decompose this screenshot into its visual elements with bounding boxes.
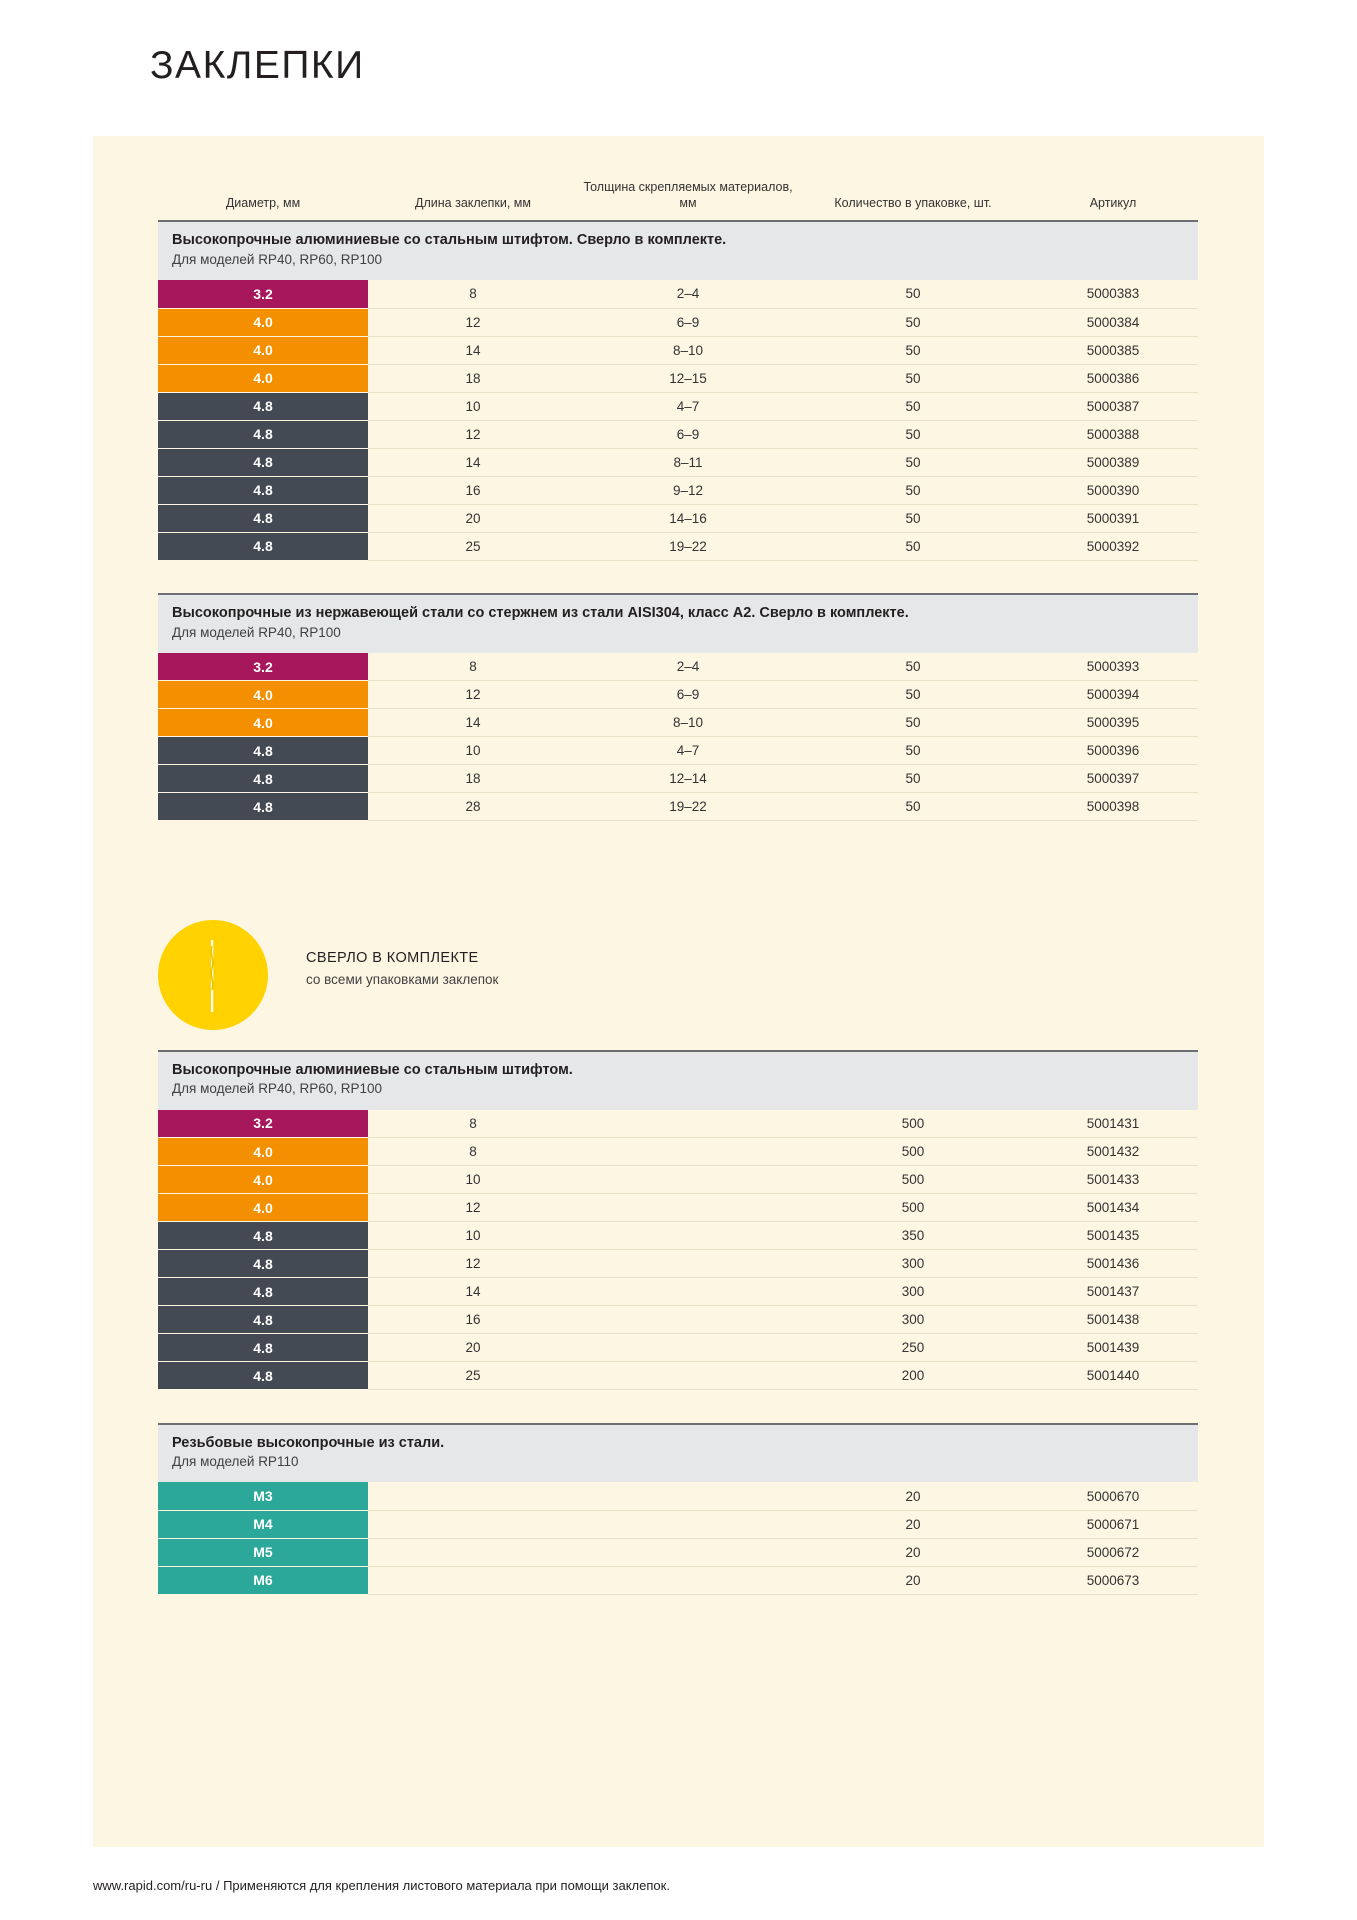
table-row bbox=[158, 1362, 1198, 1390]
cell-diameter: 4.8 bbox=[158, 1306, 368, 1334]
cell-thickness: 19–22 bbox=[578, 793, 798, 821]
table-row bbox=[158, 1194, 1198, 1222]
table-row bbox=[158, 793, 1198, 821]
cell-length: 16 bbox=[368, 476, 578, 504]
cell-length: 8 bbox=[368, 1110, 578, 1138]
cell-length: 18 bbox=[368, 765, 578, 793]
table-row bbox=[158, 448, 1198, 476]
cell-length: 12 bbox=[368, 1250, 578, 1278]
table-row bbox=[158, 1334, 1198, 1362]
table-row bbox=[158, 653, 1198, 681]
cell-diameter: М3 bbox=[158, 1482, 368, 1510]
footer-separator: / bbox=[215, 1878, 220, 1893]
table-header-row bbox=[158, 180, 1198, 221]
badge-text bbox=[306, 950, 498, 987]
table-row bbox=[158, 1138, 1198, 1166]
table-row bbox=[158, 504, 1198, 532]
table-row bbox=[158, 532, 1198, 560]
cell-thickness bbox=[578, 1250, 798, 1278]
cell-article: 5000672 bbox=[1028, 1538, 1198, 1566]
cell-thickness bbox=[578, 1110, 798, 1138]
cell-quantity: 500 bbox=[798, 1110, 1028, 1138]
cell-quantity: 50 bbox=[798, 737, 1028, 765]
column-header-diameter: Диаметр, мм bbox=[225, 195, 301, 210]
table-row bbox=[158, 1278, 1198, 1306]
rivets-table bbox=[158, 180, 1198, 1595]
cell-quantity: 500 bbox=[798, 1194, 1028, 1222]
cell-quantity: 300 bbox=[798, 1278, 1028, 1306]
cell-quantity: 300 bbox=[798, 1306, 1028, 1334]
footer-note: Применяются для крепления листового материала при помощи заклепок. bbox=[223, 1878, 670, 1893]
cell-diameter: 4.8 bbox=[158, 448, 368, 476]
cell-quantity: 350 bbox=[798, 1222, 1028, 1250]
cell-article: 5000384 bbox=[1028, 308, 1198, 336]
cell-article: 5000387 bbox=[1028, 392, 1198, 420]
cell-article: 5000398 bbox=[1028, 793, 1198, 821]
cell-article: 5000389 bbox=[1028, 448, 1198, 476]
cell-article: 5000383 bbox=[1028, 280, 1198, 308]
cell-diameter: 4.0 bbox=[158, 364, 368, 392]
cell-article: 5001437 bbox=[1028, 1278, 1198, 1306]
table-row bbox=[158, 1510, 1198, 1538]
cell-diameter: 3.2 bbox=[158, 1110, 368, 1138]
badge-subtitle: со всеми упаковками заклепок bbox=[306, 972, 499, 987]
section-header-row bbox=[158, 221, 1198, 280]
cell-length: 8 bbox=[368, 280, 578, 308]
cell-article: 5001432 bbox=[1028, 1138, 1198, 1166]
cell-quantity: 50 bbox=[798, 681, 1028, 709]
cell-length: 20 bbox=[368, 1334, 578, 1362]
section-subtitle: Для моделей RP40, RP60, RP100 bbox=[172, 251, 383, 267]
cell-diameter: 4.8 bbox=[158, 1250, 368, 1278]
cell-diameter: 4.8 bbox=[158, 392, 368, 420]
section-subtitle: Для моделей RP40, RP100 bbox=[172, 624, 341, 640]
cell-length: 28 bbox=[368, 793, 578, 821]
cell-thickness: 4–7 bbox=[578, 392, 798, 420]
cell-thickness bbox=[578, 1334, 798, 1362]
cell-quantity: 50 bbox=[798, 653, 1028, 681]
section-title: Резьбовые высокопрочные из стали. bbox=[172, 1434, 445, 1451]
cell-length: 10 bbox=[368, 1166, 578, 1194]
column-header-quantity: Количество в упаковке, шт. bbox=[834, 195, 992, 210]
cell-length: 14 bbox=[368, 336, 578, 364]
footer bbox=[93, 1878, 1264, 1893]
cell-quantity: 20 bbox=[798, 1538, 1028, 1566]
table-row bbox=[158, 681, 1198, 709]
section-title: Высокопрочные алюминиевые со стальным штифтом. bbox=[172, 1061, 573, 1078]
cell-diameter: 4.0 bbox=[158, 1166, 368, 1194]
section-title: Высокопрочные из нержавеющей стали со стержнем из стали AISI304, класс А2. Сверло в комплекте. bbox=[172, 605, 909, 622]
table-row bbox=[158, 737, 1198, 765]
cell-article: 5000396 bbox=[1028, 737, 1198, 765]
drill-bit-icon bbox=[208, 940, 216, 1012]
table-row bbox=[158, 1222, 1198, 1250]
cell-thickness: 2–4 bbox=[578, 280, 798, 308]
cell-length: 12 bbox=[368, 681, 578, 709]
cell-diameter: 3.2 bbox=[158, 653, 368, 681]
cell-article: 5000388 bbox=[1028, 420, 1198, 448]
cell-diameter: 4.0 bbox=[158, 336, 368, 364]
cell-thickness bbox=[578, 1194, 798, 1222]
cell-quantity: 50 bbox=[798, 364, 1028, 392]
table-body bbox=[158, 221, 1198, 1594]
cell-quantity: 500 bbox=[798, 1138, 1028, 1166]
section-header-cell bbox=[158, 594, 1198, 653]
cell-thickness bbox=[578, 1222, 798, 1250]
cell-thickness: 8–10 bbox=[578, 336, 798, 364]
section-header-cell bbox=[158, 221, 1198, 280]
cell-length: 8 bbox=[368, 653, 578, 681]
cell-thickness: 4–7 bbox=[578, 737, 798, 765]
cell-article: 5001439 bbox=[1028, 1334, 1198, 1362]
section-spacer bbox=[158, 560, 1198, 594]
column-header-thickness: Толщина скрепляемых материалов, мм bbox=[583, 180, 793, 210]
cell-article: 5000385 bbox=[1028, 336, 1198, 364]
cell-article: 5000673 bbox=[1028, 1566, 1198, 1594]
cell-diameter: 4.8 bbox=[158, 532, 368, 560]
cell-quantity: 50 bbox=[798, 392, 1028, 420]
table-row bbox=[158, 765, 1198, 793]
cell-quantity: 50 bbox=[798, 448, 1028, 476]
section-header-row bbox=[158, 594, 1198, 653]
cell-diameter: М5 bbox=[158, 1538, 368, 1566]
cell-length: 14 bbox=[368, 709, 578, 737]
page-title: ЗАКЛЕПКИ bbox=[150, 44, 365, 87]
cell-article: 5001440 bbox=[1028, 1362, 1198, 1390]
table-row bbox=[158, 1166, 1198, 1194]
footer-url[interactable]: www.rapid.com/ru-ru bbox=[93, 1878, 213, 1893]
column-header-article: Артикул bbox=[1089, 195, 1137, 210]
table-row bbox=[158, 1482, 1198, 1510]
cell-thickness bbox=[578, 1138, 798, 1166]
cell-article: 5000386 bbox=[1028, 364, 1198, 392]
cell-article: 5000670 bbox=[1028, 1482, 1198, 1510]
cell-length: 8 bbox=[368, 1138, 578, 1166]
cell-length: 10 bbox=[368, 392, 578, 420]
cell-quantity: 50 bbox=[798, 308, 1028, 336]
cell-thickness bbox=[578, 1166, 798, 1194]
cell-thickness: 8–10 bbox=[578, 709, 798, 737]
section-subtitle: Для моделей RP40, RP60, RP100 bbox=[172, 1081, 383, 1097]
cell-quantity: 50 bbox=[798, 765, 1028, 793]
cell-diameter: 4.8 bbox=[158, 1362, 368, 1390]
cell-quantity: 50 bbox=[798, 532, 1028, 560]
cell-article: 5001435 bbox=[1028, 1222, 1198, 1250]
cell-diameter: 4.8 bbox=[158, 793, 368, 821]
cell-diameter: 4.8 bbox=[158, 737, 368, 765]
cell-length: 12 bbox=[368, 1194, 578, 1222]
cell-article: 5001433 bbox=[1028, 1166, 1198, 1194]
cell-diameter: 4.0 bbox=[158, 1194, 368, 1222]
cell-article: 5000392 bbox=[1028, 532, 1198, 560]
table-row bbox=[158, 476, 1198, 504]
cell-quantity: 20 bbox=[798, 1510, 1028, 1538]
cell-quantity: 50 bbox=[798, 336, 1028, 364]
table-row bbox=[158, 336, 1198, 364]
table-row bbox=[158, 1110, 1198, 1138]
table-row bbox=[158, 420, 1198, 448]
cell-diameter: 4.0 bbox=[158, 681, 368, 709]
spacer-cell bbox=[158, 1390, 1198, 1424]
cell-article: 5000397 bbox=[1028, 765, 1198, 793]
cell-article: 5000394 bbox=[1028, 681, 1198, 709]
cell-thickness: 2–4 bbox=[578, 653, 798, 681]
cell-diameter: 4.8 bbox=[158, 420, 368, 448]
cell-quantity: 50 bbox=[798, 504, 1028, 532]
cell-quantity: 50 bbox=[798, 476, 1028, 504]
section-header-cell bbox=[158, 1051, 1198, 1110]
table-row bbox=[158, 709, 1198, 737]
cell-length: 10 bbox=[368, 1222, 578, 1250]
cell-quantity: 50 bbox=[798, 709, 1028, 737]
cell-thickness bbox=[578, 1306, 798, 1334]
cell-diameter: 4.8 bbox=[158, 1334, 368, 1362]
cell-article: 5001434 bbox=[1028, 1194, 1198, 1222]
table-row bbox=[158, 364, 1198, 392]
cell-article: 5000395 bbox=[1028, 709, 1198, 737]
cell-length bbox=[368, 1566, 578, 1594]
section-title: Высокопрочные алюминиевые со стальным штифтом. Сверло в комплекте. bbox=[172, 232, 727, 249]
cell-quantity: 50 bbox=[798, 793, 1028, 821]
cell-length: 16 bbox=[368, 1306, 578, 1334]
table-row bbox=[158, 1566, 1198, 1594]
cell-length bbox=[368, 1538, 578, 1566]
cell-diameter: 4.0 bbox=[158, 308, 368, 336]
cell-length: 10 bbox=[368, 737, 578, 765]
cell-length: 18 bbox=[368, 364, 578, 392]
cell-diameter: 3.2 bbox=[158, 280, 368, 308]
cell-article: 5000393 bbox=[1028, 653, 1198, 681]
cell-thickness: 6–9 bbox=[578, 420, 798, 448]
cell-diameter: 4.8 bbox=[158, 504, 368, 532]
section-spacer bbox=[158, 1390, 1198, 1424]
cell-thickness bbox=[578, 1566, 798, 1594]
drill-included-badge bbox=[158, 920, 758, 1040]
rivet-tables bbox=[158, 180, 1198, 1595]
cell-diameter: 4.0 bbox=[158, 1138, 368, 1166]
cell-diameter: М4 bbox=[158, 1510, 368, 1538]
cell-thickness: 6–9 bbox=[578, 308, 798, 336]
table-row bbox=[158, 308, 1198, 336]
cell-quantity: 500 bbox=[798, 1166, 1028, 1194]
section-header-row bbox=[158, 1424, 1198, 1483]
table-row bbox=[158, 280, 1198, 308]
cell-quantity: 50 bbox=[798, 420, 1028, 448]
cell-thickness bbox=[578, 1278, 798, 1306]
cell-thickness bbox=[578, 1538, 798, 1566]
table-row bbox=[158, 1538, 1198, 1566]
cell-diameter: 4.8 bbox=[158, 765, 368, 793]
cell-article: 5001436 bbox=[1028, 1250, 1198, 1278]
cell-length: 20 bbox=[368, 504, 578, 532]
cell-quantity: 50 bbox=[798, 280, 1028, 308]
cell-length: 25 bbox=[368, 532, 578, 560]
cell-article: 5001438 bbox=[1028, 1306, 1198, 1334]
cell-length bbox=[368, 1510, 578, 1538]
spacer-cell bbox=[158, 560, 1198, 594]
section-header-row bbox=[158, 1051, 1198, 1110]
cell-quantity: 250 bbox=[798, 1334, 1028, 1362]
cell-thickness: 6–9 bbox=[578, 681, 798, 709]
cell-thickness: 8–11 bbox=[578, 448, 798, 476]
cell-thickness: 14–16 bbox=[578, 504, 798, 532]
table-row bbox=[158, 1250, 1198, 1278]
cell-length: 14 bbox=[368, 448, 578, 476]
cell-length: 25 bbox=[368, 1362, 578, 1390]
cell-quantity: 300 bbox=[798, 1250, 1028, 1278]
cell-thickness: 19–22 bbox=[578, 532, 798, 560]
table-row bbox=[158, 392, 1198, 420]
cell-thickness: 9–12 bbox=[578, 476, 798, 504]
cell-article: 5000671 bbox=[1028, 1510, 1198, 1538]
cell-length bbox=[368, 1482, 578, 1510]
cell-quantity: 20 bbox=[798, 1482, 1028, 1510]
cell-thickness bbox=[578, 1482, 798, 1510]
cell-length: 12 bbox=[368, 420, 578, 448]
badge-title: СВЕРЛО В КОМПЛЕКТЕ bbox=[306, 950, 479, 966]
cell-quantity: 200 bbox=[798, 1362, 1028, 1390]
table-row bbox=[158, 1306, 1198, 1334]
cell-article: 5001431 bbox=[1028, 1110, 1198, 1138]
cell-diameter: 4.8 bbox=[158, 1222, 368, 1250]
cell-diameter: 4.8 bbox=[158, 1278, 368, 1306]
cell-thickness: 12–14 bbox=[578, 765, 798, 793]
cell-article: 5000390 bbox=[1028, 476, 1198, 504]
cell-article: 5000391 bbox=[1028, 504, 1198, 532]
cell-length: 14 bbox=[368, 1278, 578, 1306]
cell-diameter: 4.8 bbox=[158, 476, 368, 504]
section-subtitle: Для моделей RP110 bbox=[172, 1454, 299, 1470]
cell-thickness bbox=[578, 1510, 798, 1538]
cell-thickness bbox=[578, 1362, 798, 1390]
cell-length: 12 bbox=[368, 308, 578, 336]
cell-thickness: 12–15 bbox=[578, 364, 798, 392]
section-header-cell bbox=[158, 1424, 1198, 1483]
cell-quantity: 20 bbox=[798, 1566, 1028, 1594]
column-header-length: Длина заклепки, мм bbox=[415, 195, 531, 210]
cell-diameter: М6 bbox=[158, 1566, 368, 1594]
cell-diameter: 4.0 bbox=[158, 709, 368, 737]
